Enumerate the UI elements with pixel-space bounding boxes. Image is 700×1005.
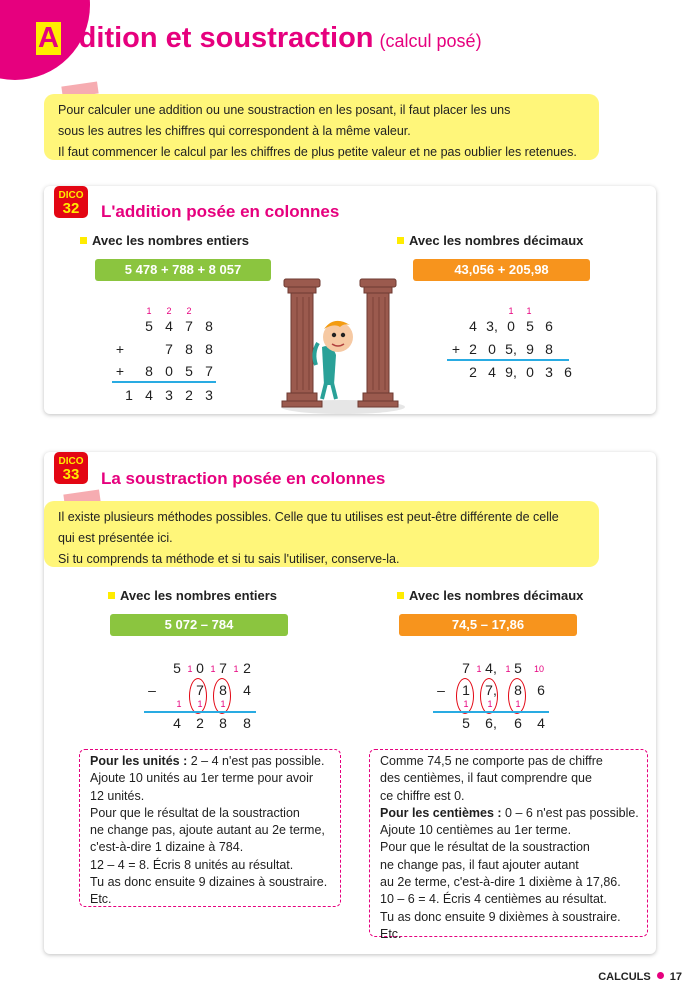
carry-digit: 10 xyxy=(533,664,544,674)
explanation-line: 10 – 6 = 4. Écris 4 centièmes au résultat. xyxy=(380,892,607,907)
subtitle-text: Avec les nombres décimaux xyxy=(409,233,584,248)
explanation-line: Pour que le résultat de la soustraction xyxy=(90,805,300,820)
carry-digit: 2 xyxy=(186,306,192,316)
explanation-line: ce chiffre est 0. xyxy=(380,788,465,803)
carry-digit: 1 xyxy=(220,699,226,709)
digit: 8 xyxy=(145,363,153,379)
subtraction-integers-expression: 5 072 – 784 xyxy=(110,614,288,636)
operator-plus: + xyxy=(115,363,125,379)
dico-number: 33 xyxy=(62,466,80,483)
subtitle-text: Avec les nombres entiers xyxy=(92,233,250,248)
result-digit: 3 xyxy=(205,387,213,403)
result-digit: 8 xyxy=(243,715,251,731)
digit: 7 xyxy=(185,318,193,334)
digit: 0 xyxy=(196,660,204,676)
digit: 7, xyxy=(485,682,497,698)
addition-title: L'addition posée en colonnes xyxy=(101,202,340,221)
addition-decimals-expression: 43,056 + 205,98 xyxy=(413,259,590,281)
digit: 0 xyxy=(165,363,173,379)
explanation-line: ne change pas, il faut ajouter autant xyxy=(380,857,579,872)
result-digit: 2 xyxy=(185,387,193,403)
explanation-text: 2 – 4 n'est pas possible. xyxy=(187,754,325,768)
digit: 7 xyxy=(205,363,213,379)
dico-number: 32 xyxy=(62,200,80,217)
dico-badge-32 xyxy=(54,186,88,218)
digit: 5 xyxy=(185,363,193,379)
dico-badge-33 xyxy=(54,452,88,484)
note-line: qui est présentée ici. xyxy=(58,531,173,545)
digit: 8 xyxy=(205,318,213,334)
dico-label: DICO xyxy=(58,456,84,467)
explanation-line: Comme 74,5 ne comporte pas de chiffre xyxy=(380,754,603,768)
explanation-line: Ajoute 10 unités au 1er terme pour avoir xyxy=(90,771,314,786)
explanation-line: Tu as donc ensuite 9 dizaines à soustraire. xyxy=(90,875,328,890)
difference-line xyxy=(433,711,549,713)
digit: 1 xyxy=(462,682,470,698)
columns-illustration xyxy=(278,275,408,415)
intro-line: sous les autres les chiffres qui correspondent à la même valeur. xyxy=(58,124,411,138)
result-digit: 4 xyxy=(145,387,153,403)
subtitle-text: Avec les nombres entiers xyxy=(120,588,278,603)
digit: 2 xyxy=(243,660,251,676)
addition-integers-expression: 5 478 + 788 + 8 057 xyxy=(95,259,271,281)
bullet-square xyxy=(80,237,87,244)
digit: 7 xyxy=(196,682,204,698)
page-title xyxy=(36,22,482,55)
sum-line xyxy=(447,359,569,361)
carry-digit: 1 xyxy=(508,306,514,316)
title-main: ddition et soustraction xyxy=(60,22,374,54)
result-digit: 0 xyxy=(526,364,534,380)
subtraction-note xyxy=(44,501,599,567)
note-line: Il existe plusieurs méthodes possibles. Celle que tu utilises est peut-être différente de celle xyxy=(58,510,559,524)
explanation-line: Etc. xyxy=(380,926,402,941)
result-digit: 4 xyxy=(537,715,545,731)
explanation-line: des centièmes, il faut comprendre que xyxy=(380,771,592,786)
digit: 5 xyxy=(526,318,534,334)
result-digit: 6 xyxy=(564,364,572,380)
result-digit: 2 xyxy=(196,715,204,731)
footer-section: CALCULS xyxy=(598,971,651,983)
digit: 7 xyxy=(219,660,227,676)
explanation-line: Ajoute 10 centièmes au 1er terme. xyxy=(380,823,572,838)
digit: 0 xyxy=(488,341,496,357)
explanation-line: c'est-à-dire 1 dizaine à 784. xyxy=(90,840,244,855)
digit: 8 xyxy=(185,341,193,357)
result-digit: 3 xyxy=(165,387,173,403)
digit: 8 xyxy=(514,682,522,698)
carry-digit: 1 xyxy=(463,699,469,709)
operator-minus: – xyxy=(148,682,156,698)
intro-line: Il faut commencer le calcul par les chiffres de plus petite valeur et ne pas oublier les retenues. xyxy=(58,145,577,159)
decimals-explanation-box xyxy=(369,749,648,941)
digit: 4, xyxy=(485,660,497,676)
result-digit: 4 xyxy=(173,715,181,731)
explanation-text: 0 – 6 n'est pas possible. xyxy=(501,805,639,820)
page-number: 17 xyxy=(669,971,682,983)
carry-digit: 1 xyxy=(505,664,511,674)
subtraction-integers-subtitle xyxy=(108,588,277,603)
carry-digit: 1 xyxy=(146,306,152,316)
digit: 3, xyxy=(486,318,498,334)
footer-dot-icon xyxy=(657,972,664,979)
operator-plus: + xyxy=(115,341,125,357)
carry-digit: 1 xyxy=(210,664,216,674)
digit: 4 xyxy=(243,682,251,698)
carry-digit: 1 xyxy=(515,699,521,709)
result-digit: 5 xyxy=(462,715,470,731)
digit: 4 xyxy=(469,318,477,334)
carry-digit: 1 xyxy=(487,699,493,709)
intro-note xyxy=(44,94,599,160)
result-digit: 1 xyxy=(125,387,133,403)
digit: 7 xyxy=(462,660,470,676)
digit: 5, xyxy=(505,341,517,357)
explanation-line: 12 unités. xyxy=(90,788,145,803)
result-digit: 9, xyxy=(505,364,517,380)
digit: 5 xyxy=(514,660,522,676)
result-digit: 4 xyxy=(488,364,496,380)
page-footer xyxy=(598,971,682,983)
digit: 5 xyxy=(173,660,181,676)
explanation-line: Pour que le résultat de la soustraction xyxy=(380,840,590,855)
dico-label: DICO xyxy=(58,190,84,201)
subtraction-decimals-subtitle xyxy=(397,588,583,603)
sum-line xyxy=(112,381,216,383)
digit: 5 xyxy=(145,318,153,334)
digit: 8 xyxy=(205,341,213,357)
subtitle-text: Avec les nombres décimaux xyxy=(409,588,584,603)
result-digit: 3 xyxy=(545,364,553,380)
explanation-bold: Pour les centièmes : xyxy=(380,805,502,820)
carry-digit: 1 xyxy=(187,664,193,674)
carry-digit: 1 xyxy=(197,699,203,709)
carry-digit: 2 xyxy=(166,306,172,316)
explanation-line: 12 – 4 = 8. Écris 8 unités au résultat. xyxy=(90,857,294,872)
digit: 0 xyxy=(507,318,515,334)
carry-digit: 1 xyxy=(233,664,239,674)
result-digit: 8 xyxy=(219,715,227,731)
digit: 6 xyxy=(545,318,553,334)
addition-integers-subtitle xyxy=(80,233,249,248)
title-suffix: (calcul posé) xyxy=(379,31,482,51)
explanation-line: Etc. xyxy=(90,892,112,907)
result-digit: 2 xyxy=(469,364,477,380)
explanation-line: au 2e terme, c'est-à-dire 1 dixième à 17,86. xyxy=(380,875,621,890)
integers-explanation-box xyxy=(79,749,341,907)
explanation-line xyxy=(380,805,637,822)
explanation-line: Tu as donc ensuite 9 dixièmes à soustraire. xyxy=(380,909,621,924)
result-digit: 6 xyxy=(514,715,522,731)
explanation-bold: Pour les unités : xyxy=(90,754,188,768)
digit: 7 xyxy=(165,341,173,357)
intro-line: Pour calculer une addition ou une soustraction en les posant, il faut placer les uns xyxy=(58,103,511,117)
operator-plus: + xyxy=(451,341,461,357)
note-line: Si tu comprends ta méthode et si tu sais l'utiliser, conserve-la. xyxy=(58,552,400,566)
subtraction-title: La soustraction posée en colonnes xyxy=(101,469,386,488)
digit: 8 xyxy=(545,341,553,357)
digit: 2 xyxy=(469,341,477,357)
digit: 6 xyxy=(537,682,545,698)
result-digit: 6, xyxy=(485,715,497,731)
bullet-square xyxy=(397,237,404,244)
explanation-line: ne change pas, ajoute autant au 2e terme, xyxy=(90,823,325,838)
difference-line xyxy=(144,711,256,713)
carry-digit: 1 xyxy=(476,664,482,674)
carry-digit: 1 xyxy=(526,306,532,316)
digit: 9 xyxy=(526,341,534,357)
digit: 4 xyxy=(165,318,173,334)
title-first-letter: A xyxy=(38,22,59,54)
bullet-square xyxy=(397,592,404,599)
digit: 8 xyxy=(219,682,227,698)
bullet-square xyxy=(108,592,115,599)
explanation-line xyxy=(90,753,330,770)
addition-decimals-subtitle xyxy=(397,233,583,248)
subtraction-decimals-expression: 74,5 – 17,86 xyxy=(399,614,577,636)
operator-minus: – xyxy=(437,682,445,698)
carry-digit: 1 xyxy=(176,699,182,709)
